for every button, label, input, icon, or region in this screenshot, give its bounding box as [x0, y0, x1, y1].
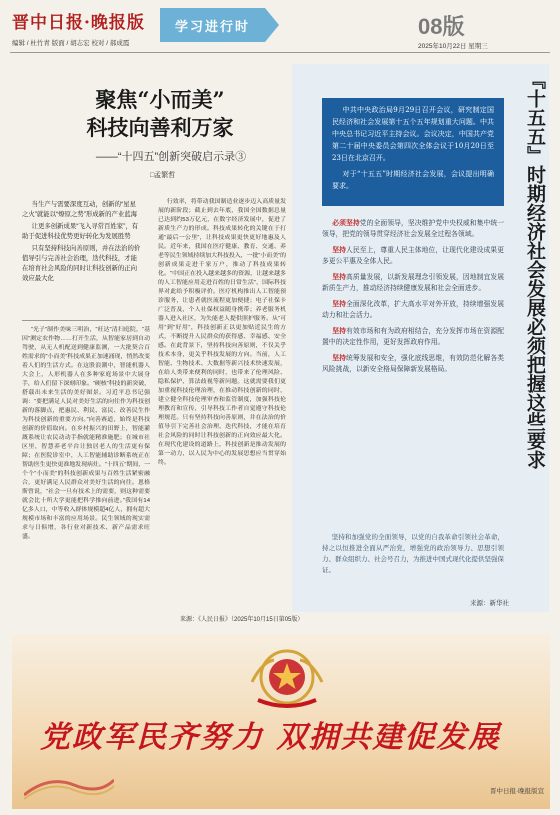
requirement-keyword: 坚持 [332, 354, 346, 362]
requirement-keyword: 坚持 [332, 300, 346, 308]
ribbon-decoration-icon [24, 770, 114, 800]
sidebar-vertical-title: 『十五五』时期经济社会发展必须把握这些要求 [524, 70, 546, 469]
requirement-item [322, 326, 504, 348]
requirement-text: 高质量发展，以新发展理念引领发展，因地制宜发展新质生产力，推动经济持续健康发展和社会全面进步。 [322, 273, 505, 292]
sidebar-closing [322, 532, 504, 576]
requirement-text: 人民至上，尊重人民主体地位，让现代化建设成果更多更公平惠及全体人民。 [322, 246, 505, 265]
article-column-2 [158, 198, 286, 622]
requirements-list [322, 218, 504, 380]
requirement-item [322, 299, 504, 321]
intro-paragraph: 只有坚持科技向善原则，并在法治的价值导引与完善社会治理，迭代科技，才能在培育社会风险的同时让科技创新的正向效应最大化 [22, 245, 141, 282]
requirement-item [322, 218, 504, 240]
banner-slogan: 党政军民齐努力 双拥共建促发展 [40, 720, 501, 755]
requirement-text: 全面深化改革，扩大高水平对外开放，持续增强发展动力和社会活力。 [322, 300, 505, 319]
banner-credit: 晋中日报·晚报版宣 [490, 788, 545, 795]
requirement-item [322, 245, 504, 267]
article-column-1 [22, 326, 150, 626]
requirement-text: 统筹发展和安全，强化底线思维，有效防范化解各类风险挑战，以新安全格局保障新发展格局。 [322, 354, 505, 373]
requirement-keyword: 必须坚持 [332, 219, 360, 227]
sidebar-source: 来源：新华社 [470, 600, 509, 607]
headline-line-1: 聚焦“小而美” [95, 87, 225, 112]
section-tab: 学习进行时 [160, 8, 265, 42]
body-text: 行效率，将带动我国制造业逐步迈入高质量发展的新阶段；截止到去年底，我国全国数据总量已达到约53万亿元，在数字经济发展中，促进了新质生产力的形成。科技成果转化的关键在于打通“最后一公里”，让科技成果更快更好地惠及人民。近年来，我国在医疗健康、教育、交通、养老等民生领域持续加大科技投入，一批“小而美”的创新成果走进千家万户，推动了科技成果转化。“中国正在投入越来越多的资源，让越来越多的人工智能应用走进百姓的日常生活”，国际科技界对此给予积极评价。医疗机构推出人工智能预诊服务，让患者就医流程更加便捷；电子社保卡广泛普及，个人社保权益随身携带；养老服务机器人进入社区，为失能老人提供照护服务。从“可用”到“好用”，科技创新正以更加贴近民生的方式，不断提升人民群众的获得感、幸福感、安全感。在此背景下，坚持科技向善原则，不仅关乎技术本身，更关乎科技发展的方向。当前，人工智能、生物技术、大数据等新兴技术快速发展，在给人类带来便利的同时，也带来了伦理风险、隐私保护、算法歧视等新问题。这就需要我们更加重视科技伦理治理，在推动科技创新的同时，建立健全科技伦理审查和监管制度，加强科技伦理教育和宣传，引导科技工作者自觉遵守科技伦理规范。只有坚持科技向善原则，并在法治的价值导引下完善社会治理、迭代科技，才能在培育社会风险的同时让科技创新的正向效应最大化。在现代化建设的道路上，科技创新是推动发展的第一动力，以人民为中心的发展思想应当贯穿始终。 [158, 199, 286, 466]
requirement-keyword: 坚持 [332, 327, 346, 335]
edition-number: 08版 [418, 14, 465, 39]
slogan-banner [12, 634, 550, 809]
newspaper-logo: 晋中日报·晚报版 [12, 13, 145, 33]
intro-divider [22, 320, 142, 321]
article-headline [40, 86, 280, 142]
editor-credits: 编辑 / 杜竹青 版面 / 胡志宏 校对 / 郝成霞 [12, 40, 130, 47]
requirement-item [322, 272, 504, 294]
army-emblem-icon [232, 642, 342, 712]
requirement-item [322, 353, 504, 375]
sidebar-intro-text: 中共中央政治局9月29日召开会议，研究制定国民经济和社会发展第十五个五年规划重大问题。中共中央总书记习近平主持会议。会议决定，中国共产党第二十届中央委员会第四次全体会议于10月20日至23日在北京召开。 [332, 106, 494, 162]
sidebar-intro-box [322, 98, 504, 206]
requirement-text: 有效市场和有为政府相结合，充分发挥市场在资源配置中的决定性作用，更好发挥政府作用。 [322, 327, 505, 346]
intro-paragraph: 当生产与需要深度互动，创新的“星星之火”就能以“燎原之势”形成新的产业蓝海 [22, 201, 138, 218]
article-source: 来源：《人民日报》（2025年10月15日第05版） [180, 617, 304, 623]
sidebar-intro-text-2: 对于“十五五”时期经济社会发展，会议提出明确要求。 [332, 170, 494, 190]
headline-line-2: 科技向善利万家 [86, 115, 234, 140]
intro-paragraph: 让更多创新成果“飞入寻常百姓家”，有助于促进科技优势更好转化为发展胜势 [22, 223, 139, 240]
requirement-text: 党的全面领导，坚决维护党中央权威和集中统一领导，把党的领导贯穿经济社会发展全过程各领域。 [322, 219, 505, 238]
dateline: 2025年10月22日 星期三 [418, 43, 488, 50]
requirement-keyword: 坚持 [332, 246, 346, 254]
article-intro [22, 200, 142, 286]
article-byline: □孟繁哲 [150, 172, 176, 179]
masthead [10, 8, 550, 52]
header-rule [10, 52, 550, 53]
closing-text: 坚持和加强党的全面领导，以党的自我革命引领社会革命，持之以恒推进全面从严治党，增强党的政治领导力、思想引领力、群众组织力、社会号召力，为推进中国式现代化提供坚强保证。 [322, 533, 504, 574]
article-subtitle: ——“十四五”创新突破启示录③ [95, 151, 247, 163]
body-text: “光子”制作美味三明治，“旺达”清扫庭院，“基因”测定农作物……打开生活，从智能家居到自动驾驶，从无人机配送到健康监测，一大批契合百姓需求的“小而美”科技成果正加速涌现，悄然改变着人们的生活方式。在这股浪潮中，智能机器人大会上，人形机器人在多种家庭场景中大展身手，给人们留下深刻印象。“硬核”科技的新突破，搭载出未来生活的美好图景。习近平总书记强调：“要把满足人民对美好生活的向往作为科技创新的落脚点，把惠民、利民、富民、改善民生作为科技创新的重要方向。”向善赛道，始终是科技创新的价值取向。在乡村振兴的田野上，智能灌溉系统让农民动动手指就能精准施肥；在城市社区里，智慧养老平台让独居老人的生活更有保障；在医院诊室中，人工智能辅助诊断系统正在帮助医生更快更准地发现病灶。“十四五”期间，一个个“小而美”的科技创新成果与百姓生活紧密融合，更好满足人民群众对美好生活的向往。恩格斯曾说，“社会一旦有技术上的需要，则这种需要就会比十所大学更能把科学推向前进。”我国有14亿多人口，中等收入群体规模超4亿人，拥有超大规模市场和丰富的应用场景。民生领域的现实需求与日俱增，各行业对新技术、新产品需求旺盛。 [22, 327, 150, 540]
requirement-keyword: 坚持 [332, 273, 346, 281]
